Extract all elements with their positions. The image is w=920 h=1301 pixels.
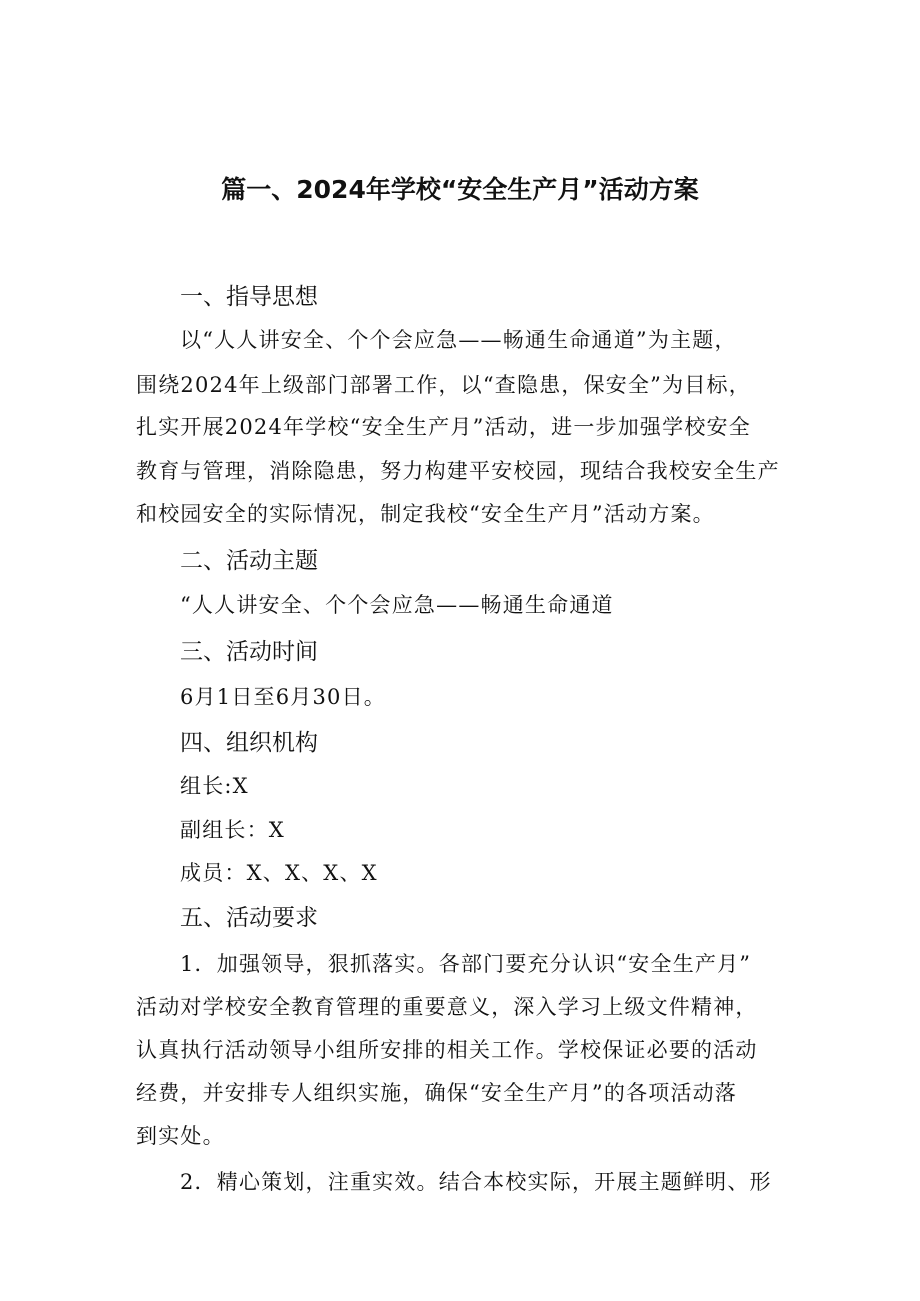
paragraph-line: 围绕2024年上级部门部署工作，以“查隐患，保安全”为目标， xyxy=(136,373,751,397)
section-heading-activity-theme: 二、活动主题 xyxy=(180,548,318,574)
paragraph-line: 组长:X xyxy=(180,774,249,798)
paragraph-line: 6月1日至6月30日。 xyxy=(180,685,387,709)
paragraph-line: 扎实开展2024年学校“安全生产月”活动，进一步加强学校安全 xyxy=(136,415,751,439)
paragraph-line: 1．加强领导，狠抓落实。各部门要充分认识“安全生产月” xyxy=(180,952,752,976)
section-heading-organization: 四、组织机构 xyxy=(180,730,318,756)
paragraph-line: 到实处。 xyxy=(136,1124,225,1148)
paragraph-line: 成员：X、X、X、X xyxy=(180,861,378,885)
paragraph-line: 以“人人讲安全、个个会应急——畅通生命通道”为主题， xyxy=(180,328,737,352)
document-title: 篇一、2024年学校“安全生产月”活动方案 xyxy=(221,175,699,204)
paragraph-line: 经费，并安排专人组织实施，确保“安全生产月”的各项活动落 xyxy=(136,1081,738,1105)
paragraph-line: 和校园安全的实际情况，制定我校“安全生产月”活动方案。 xyxy=(136,502,715,526)
paragraph-line: 教育与管理，消除隐患，努力构建平安校园，现结合我校安全生产 xyxy=(136,459,780,483)
paragraph-line: 活动对学校安全教育管理的重要意义，深入学习上级文件精神， xyxy=(136,995,758,1019)
paragraph-line: “人人讲安全、个个会应急——畅通生命通道 xyxy=(180,593,614,617)
section-heading-activity-requirements: 五、活动要求 xyxy=(180,905,318,931)
section-heading-guiding-ideology: 一、指导思想 xyxy=(180,284,318,310)
section-heading-activity-time: 三、活动时间 xyxy=(180,639,318,665)
paragraph-line: 副组长：X xyxy=(180,818,285,842)
paragraph-line: 2．精心策划，注重实效。结合本校实际，开展主题鲜明、形 xyxy=(180,1170,772,1194)
paragraph-line: 认真执行活动领导小组所安排的相关工作。学校保证必要的活动 xyxy=(136,1038,758,1062)
